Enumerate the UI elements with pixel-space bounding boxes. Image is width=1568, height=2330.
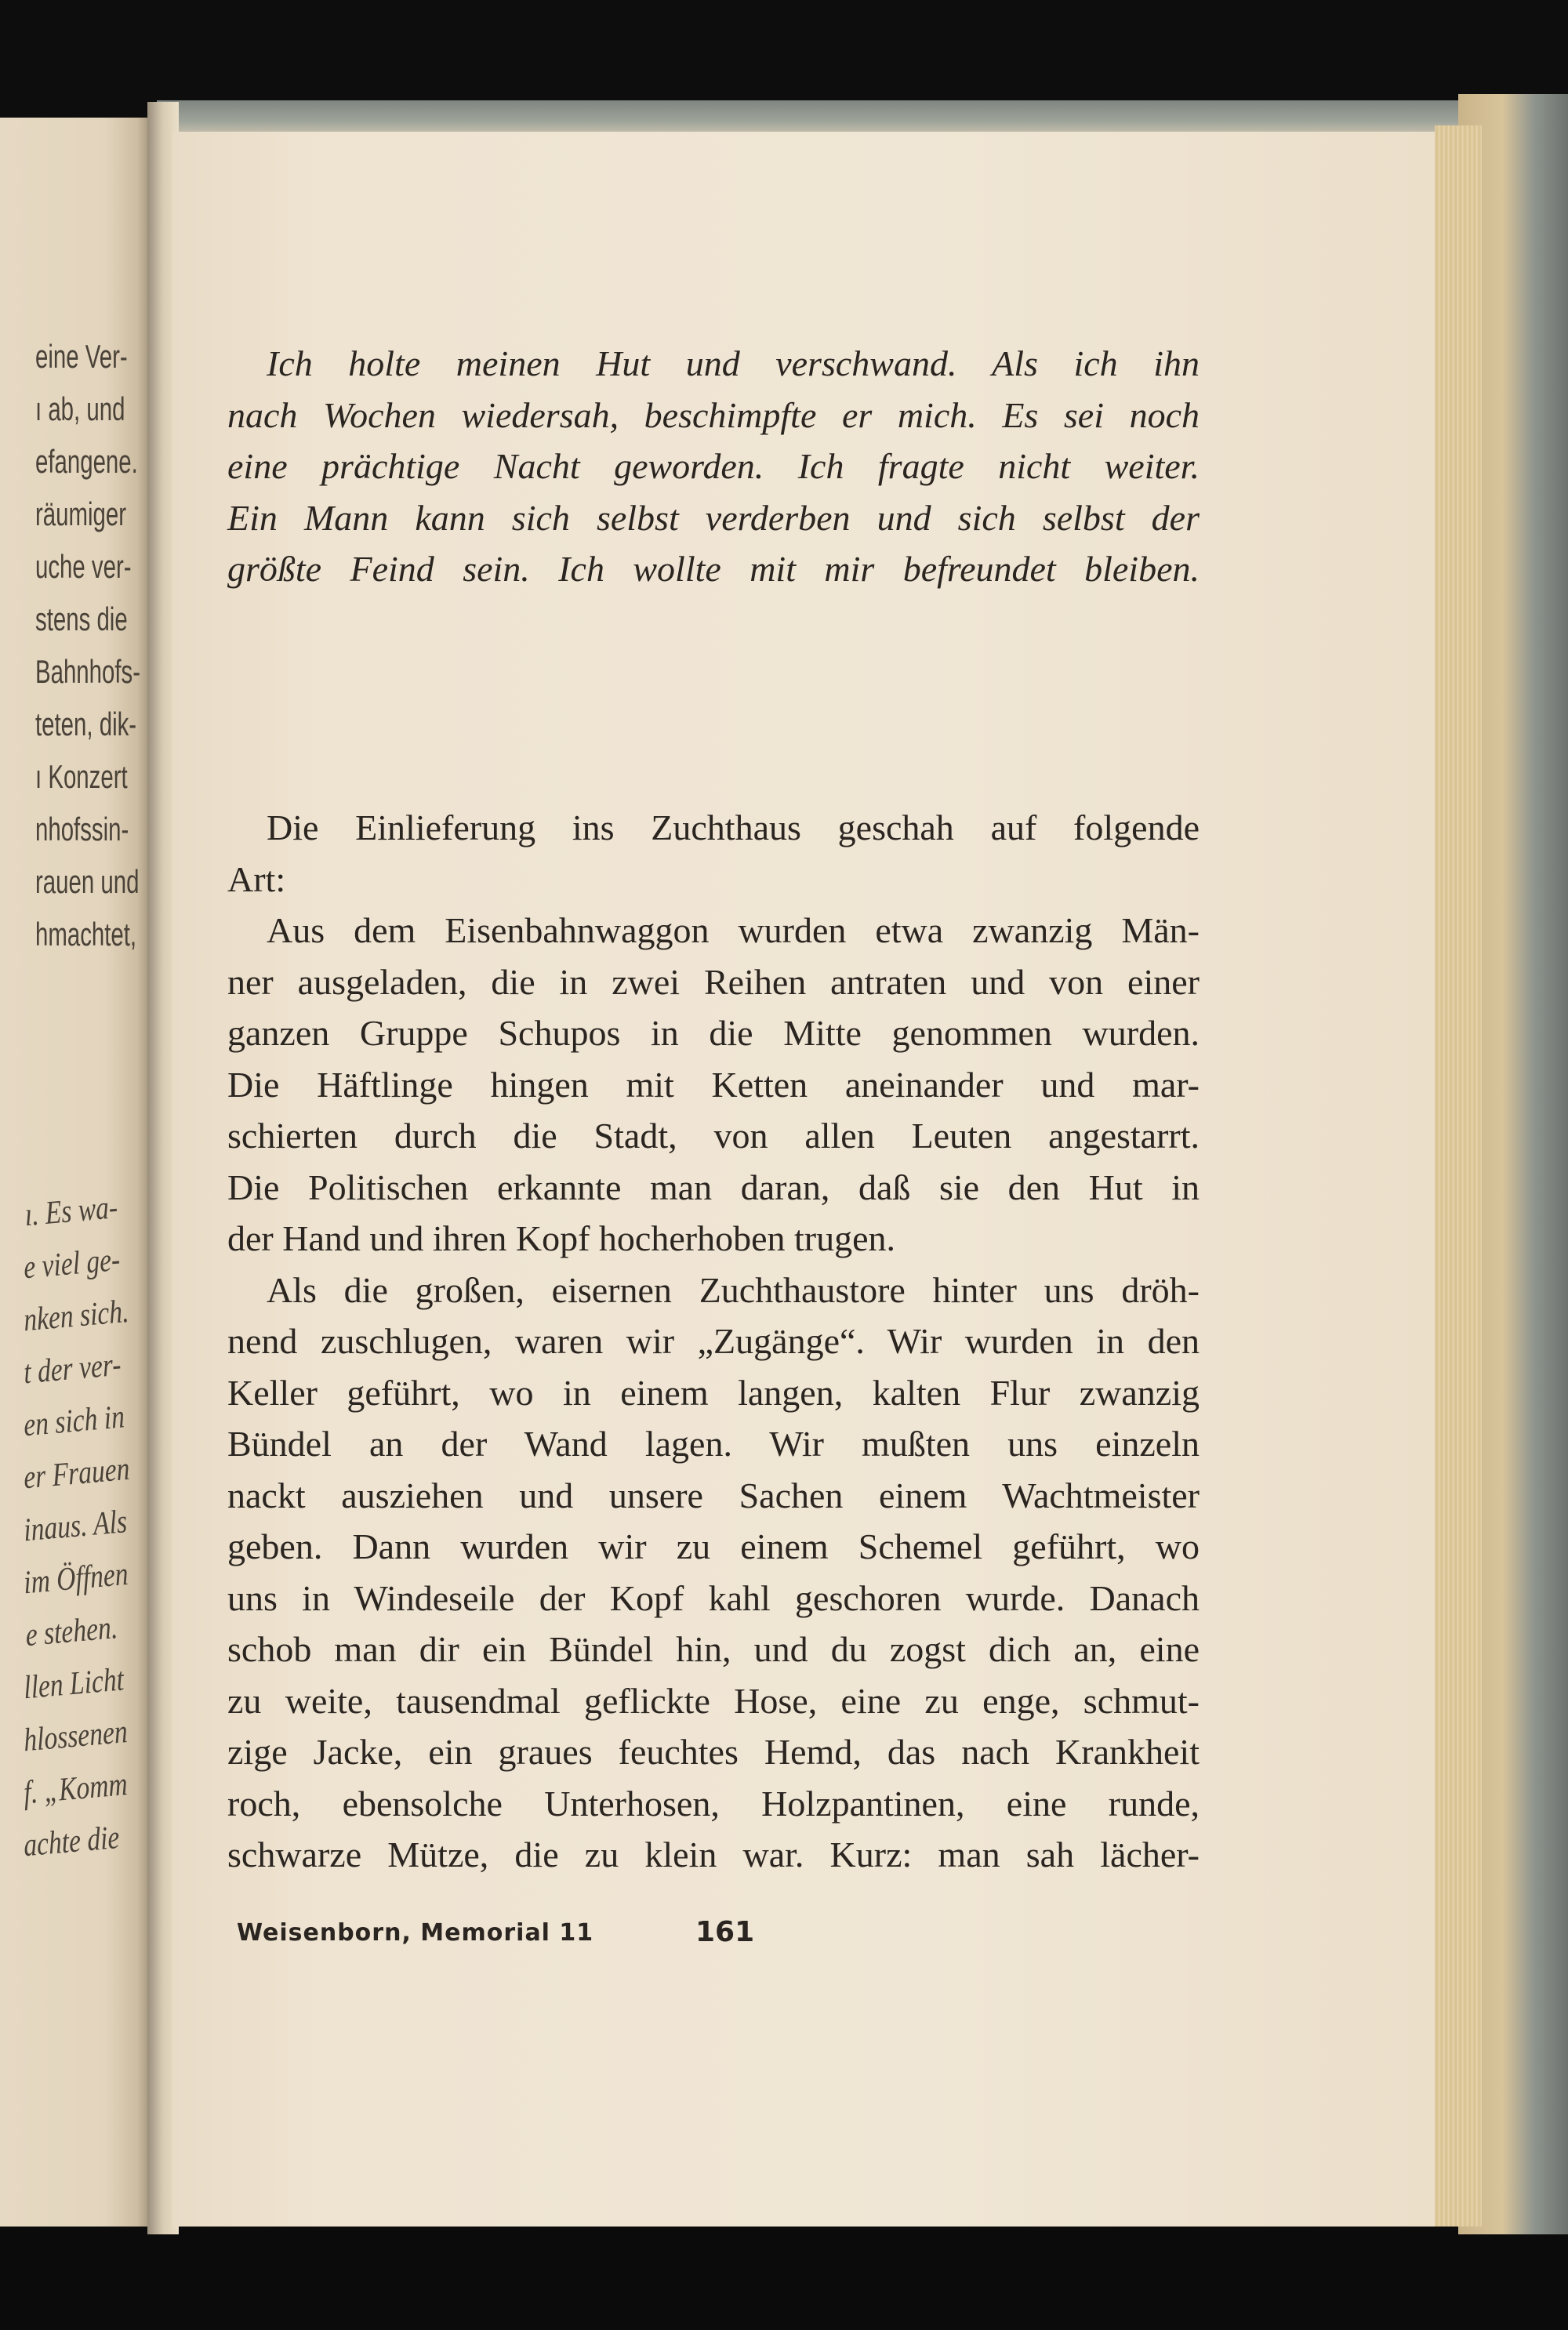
text-line: Als die großen, eisernen Zuchthaustore hinter uns dröh- [267,1269,1200,1310]
left-italic-line: er Frauen [23,1450,131,1497]
text-line: Die Häftlinge hingen mit Ketten aneinander und mar- [227,1064,1200,1105]
left-line: efangene. [35,443,138,480]
text-line: roch, ebensolche Unterhosen, Holzpantinen, eine runde, [227,1783,1200,1824]
text-line: zige Jacke, ein graues feuchtes Hemd, das nach Krankheit [227,1732,1200,1772]
text-line: Aus dem Eisenbahnwaggon wurden etwa zwanzig Män- [267,910,1200,950]
text-line: Ich holte meinen Hut und verschwand. Als ich ihn [267,343,1200,383]
text-line: uns in Windeseile der Kopf kahl geschoren wurde. Danach [227,1577,1200,1618]
text-line: nend zuschlugen, waren wir „Zugänge“. Wir wurden in den [227,1321,1200,1361]
page-edges [1435,125,1482,2227]
text-line: geben. Dann wurden wir zu einem Schemel geführt, wo [227,1526,1200,1566]
left-line: uche ver- [35,548,132,585]
text-line: ner ausgeladen, die in zwei Reihen antraten und von einer [227,961,1200,1002]
book-cover-top-edge [157,100,1490,135]
left-italic-line: f. „Komm [23,1766,129,1812]
text-line: Die Einlieferung ins Zuchthaus geschah auf folgende [267,808,1200,847]
text-line: schwarze Mütze, die zu klein war. Kurz: man sah lächer- [227,1835,1200,1875]
text-line: Bündel an der Wand lagen. Wir mußten uns einzeln [227,1424,1200,1464]
text-line: größte Feind sein. Ich wollte mit mir befreundet bleiben. [227,549,1200,589]
left-line: räumiger [35,495,127,532]
main-text [227,802,1200,1881]
left-italic-line: e stehen. [24,1610,119,1654]
left-italic-line: hlossenen [23,1713,129,1759]
left-line: stens die [35,601,128,637]
right-page [172,132,1435,2227]
text-line: schob man dir ein Bündel hin, und du zogst dich an, eine [227,1629,1200,1669]
left-line: rauen und [35,863,140,900]
left-italic-line: ı. Es wa- [24,1189,119,1234]
left-italic-line: im Öffnen [23,1555,129,1602]
text-line: ganzen Gruppe Schupos in die Mitte genommen wurden. [227,1013,1200,1053]
left-italic-line: inaus. Als [23,1504,129,1549]
left-line: ı ab, und [35,390,125,427]
text-line: zu weite, tausendmal geflickte Hose, eine zu enge, schmut- [227,1680,1200,1721]
footer-signature: Weisenborn, Memorial 11 [237,1919,594,1947]
left-line: hmachtet, [35,916,137,953]
left-line: ı Konzert [35,758,128,795]
text-line: Ein Mann kann sich selbst verderben und sich selbst der [227,497,1200,538]
text-line: Art: [227,858,286,899]
left-italic-line: achte die [23,1819,121,1864]
left-line: nhofssin- [35,811,129,847]
background-bottom [0,2227,1568,2330]
text-line: nackt ausziehen und unsere Sachen einem Wachtmeister [227,1475,1200,1515]
text-line: der Hand und ihren Kopf hocherhoben trugen. [227,1218,896,1258]
left-italic-line: t der ver- [23,1346,122,1392]
italic-paragraph [227,338,1200,595]
left-italic-line: e viel ge- [23,1241,122,1287]
text-line: Die Politischen erkannte man daran, daß sie den Hut in [227,1167,1200,1207]
text-line: Keller geführt, wo in einem langen, kalten Flur zwanzig [227,1372,1200,1413]
left-italic-line: nken sich. [23,1293,130,1339]
left-line: eine Ver- [35,338,128,375]
left-line: Bahnhofs- [35,653,141,690]
left-italic-line: llen Licht [23,1661,125,1707]
text-line: eine prächtige Nacht geworden. Ich fragte nicht weiter. [227,446,1200,486]
page-number: 161 [695,1916,755,1948]
left-line: teten, dik- [35,706,137,742]
left-page-fragment [0,118,149,2227]
text-line: nach Wochen wiedersah, beschimpfte er mich. Es sei noch [227,394,1200,435]
text-line: schierten durch die Stadt, von allen Leuten angestarrt. [227,1116,1200,1156]
left-italic-line: en sich in [23,1399,126,1444]
